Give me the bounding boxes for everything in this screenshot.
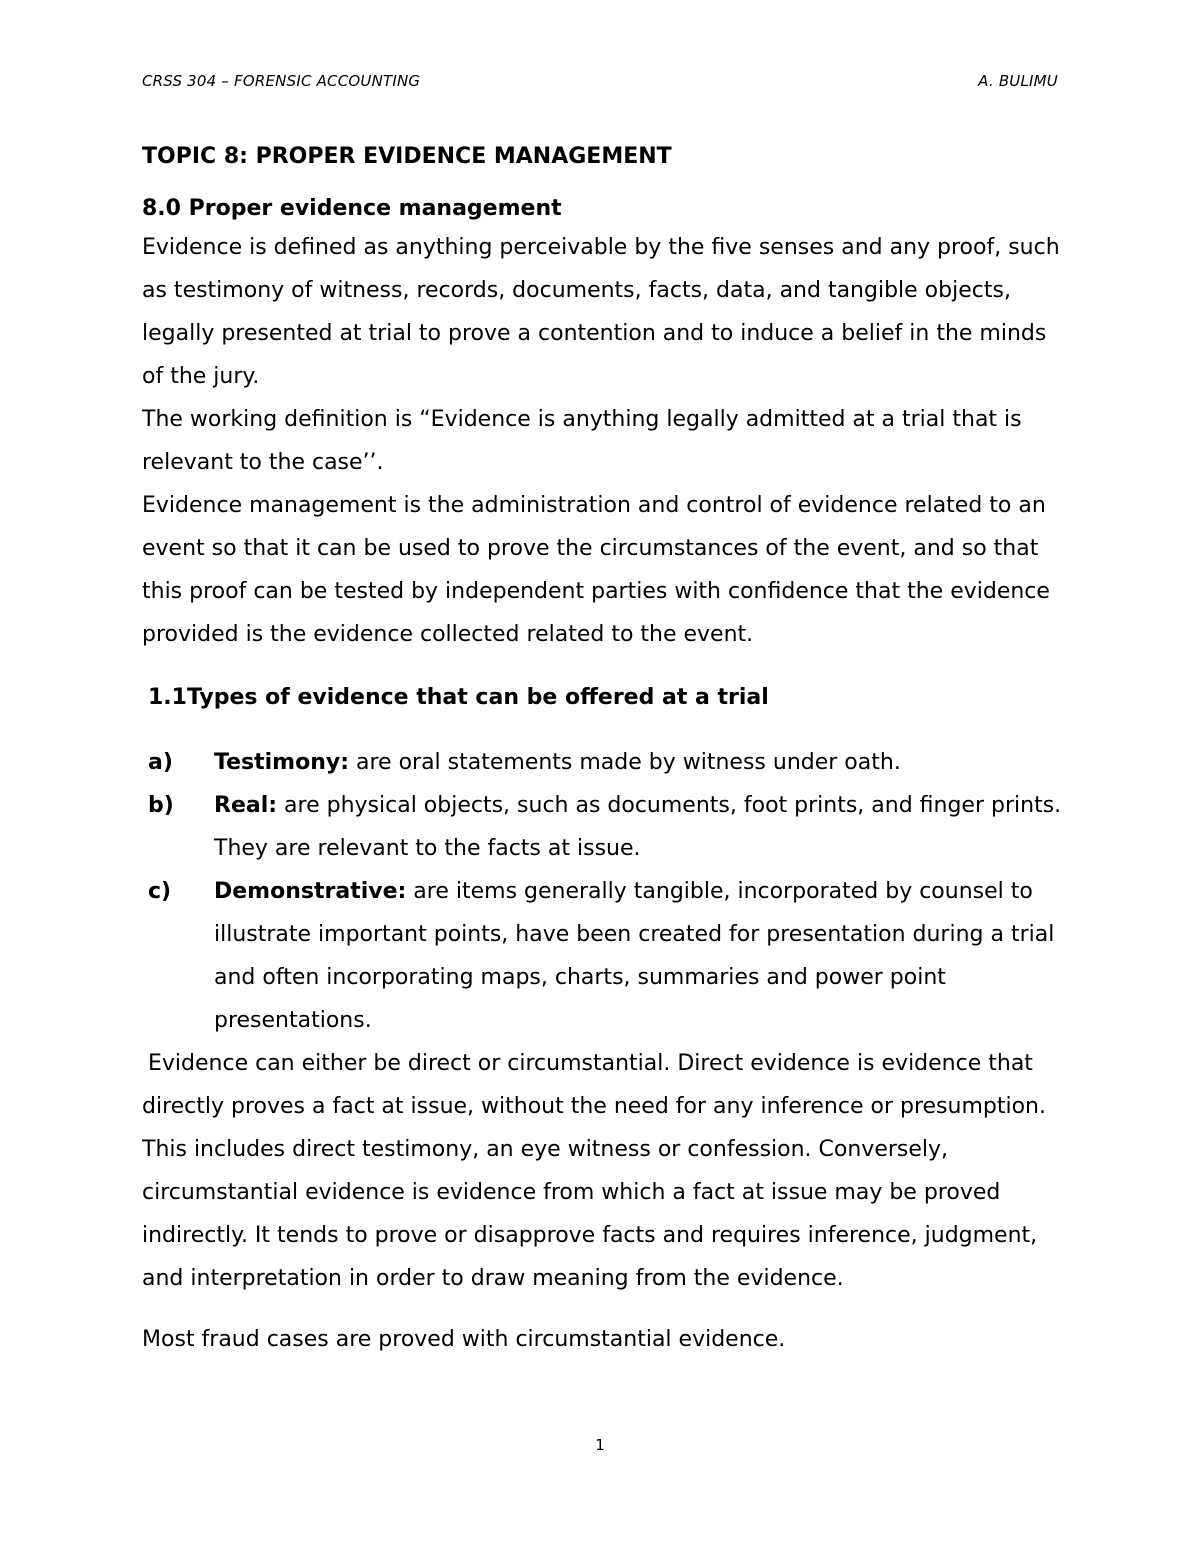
list-text: are physical objects, such as documents, foot prints, and finger prints. They are relevant to the facts at issue. — [214, 793, 1062, 861]
evidence-management-paragraph: Evidence management is the administration and control of evidence related to an event so that it can be used to prove the circumstances of the event, and so that this proof can be tested by independent parties with confidence that the evidence provided is the evidence collected related to the event. — [142, 493, 1050, 647]
list-item-testimony — [142, 741, 1067, 784]
list-marker: b) — [148, 793, 174, 818]
topic-title: TOPIC 8: PROPER EVIDENCE MANAGEMENT — [142, 144, 672, 169]
direct-circumstantial-paragraph: Evidence can either be direct or circumstantial. Direct evidence is evidence that directly proves a fact at issue, without the need for any inference or presumption. This includes direct testimony, an eye witness or confession. Conversely, circumstantial evidence is evidence from which a fact at issue may be proved indirectly. It tends to prove or disapprove facts and requires inference, judgment, and interpretation in order to draw meaning from the evidence. — [142, 1051, 1046, 1291]
list-text: are oral statements made by witness under oath. — [349, 750, 901, 775]
list-item-demonstrative — [142, 870, 1067, 1042]
list-marker: a) — [148, 750, 173, 775]
subsection-title: 1.1Types of evidence that can be offered at a trial — [148, 685, 769, 710]
list-term: Demonstrative: — [214, 879, 407, 904]
working-definition-paragraph: The working definition is “Evidence is anything legally admitted at a trial that is relevant to the case’’. — [142, 407, 1022, 475]
section-title: 8.0 Proper evidence management — [142, 196, 562, 221]
list-term: Real: — [214, 793, 278, 818]
fraud-cases-paragraph: Most fraud cases are proved with circumstantial evidence. — [142, 1327, 786, 1352]
header-author: A. BULIMU — [978, 72, 1058, 90]
list-text: are items generally tangible, incorporated by counsel to illustrate important points, have been created for presentation during a trial and often incorporating maps, charts, summaries and power point presentations. — [214, 879, 1055, 1033]
evidence-types-list — [142, 741, 1067, 1042]
definition-paragraph: Evidence is defined as anything perceivable by the five senses and any proof, such as testimony of witness, records, documents, facts, data, and tangible objects, legally presented at trial to prove a contention and to induce a belief in the minds of the jury. — [142, 235, 1060, 389]
page-header — [142, 72, 1058, 98]
document-body — [142, 140, 1067, 1361]
header-course: CRSS 304 – FORENSIC ACCOUNTING — [142, 72, 421, 90]
list-item-real — [142, 784, 1067, 870]
list-marker: c) — [148, 879, 172, 904]
page-number: 1 — [595, 1436, 605, 1454]
list-term: Testimony: — [214, 750, 349, 775]
